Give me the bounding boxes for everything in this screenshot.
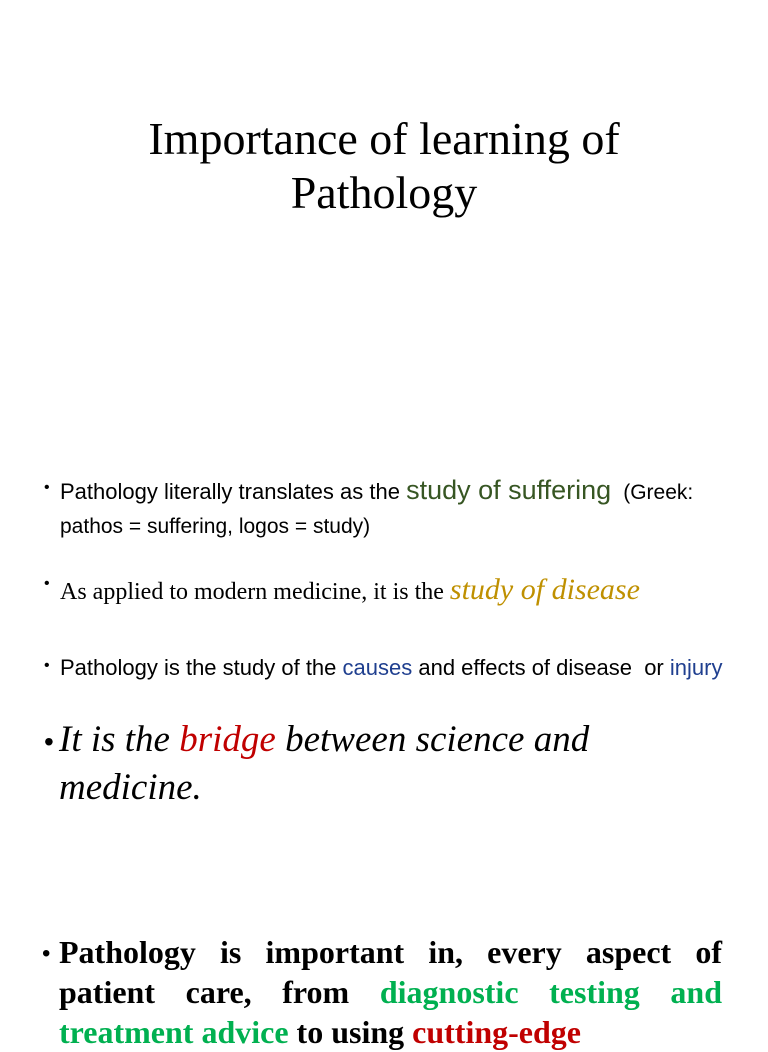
highlight-diagnostic-testing: diagnostic testing and treatment advice — [59, 974, 723, 1050]
bullet-study-of-suffering — [44, 474, 734, 543]
bullet-dot-icon: • — [42, 940, 51, 967]
bullet-text: Pathology is important in, every aspect of patient care, from — [59, 934, 722, 1010]
bullet-text: It is the — [59, 719, 180, 760]
bullet-dot-icon: • — [44, 575, 50, 592]
highlight-study-of-suffering: study of suffering — [406, 475, 612, 505]
highlight-causes: causes — [342, 655, 413, 680]
bullet-patient-care — [42, 932, 722, 1052]
slide-title-line-2: Pathology — [290, 167, 478, 218]
bullet-text-mid: and effects of disease or — [412, 655, 670, 680]
highlight-cutting-edge: cutting-edge — [412, 1014, 581, 1050]
bullet-dot-icon: • — [44, 479, 50, 496]
slide-title — [0, 112, 768, 220]
bullet-text: Pathology literally translates as the — [60, 479, 407, 504]
slide-title-line-1: Importance of learning of — [148, 113, 620, 164]
bullet-text: As applied to modern medicine, it is the — [60, 579, 450, 605]
bullet-bridge — [44, 716, 734, 812]
bullet-study-of-disease — [44, 572, 734, 610]
bullet-dot-icon: • — [44, 657, 50, 674]
bullet-causes-and-effects — [44, 654, 734, 682]
highlight-study-of-disease: study of disease — [449, 573, 640, 606]
bullet-dot-icon: • — [44, 726, 54, 757]
highlight-bridge: bridge — [179, 719, 276, 760]
bullet-text: Pathology is the study of the — [60, 655, 343, 680]
bullet-text-post: between science and medicine. — [59, 719, 590, 808]
bullet-text-mid: to using — [288, 1014, 413, 1050]
greek-etymology-note: (Greek: pathos = suffering, logos = study) — [60, 481, 694, 538]
highlight-injury: injury — [669, 655, 723, 680]
